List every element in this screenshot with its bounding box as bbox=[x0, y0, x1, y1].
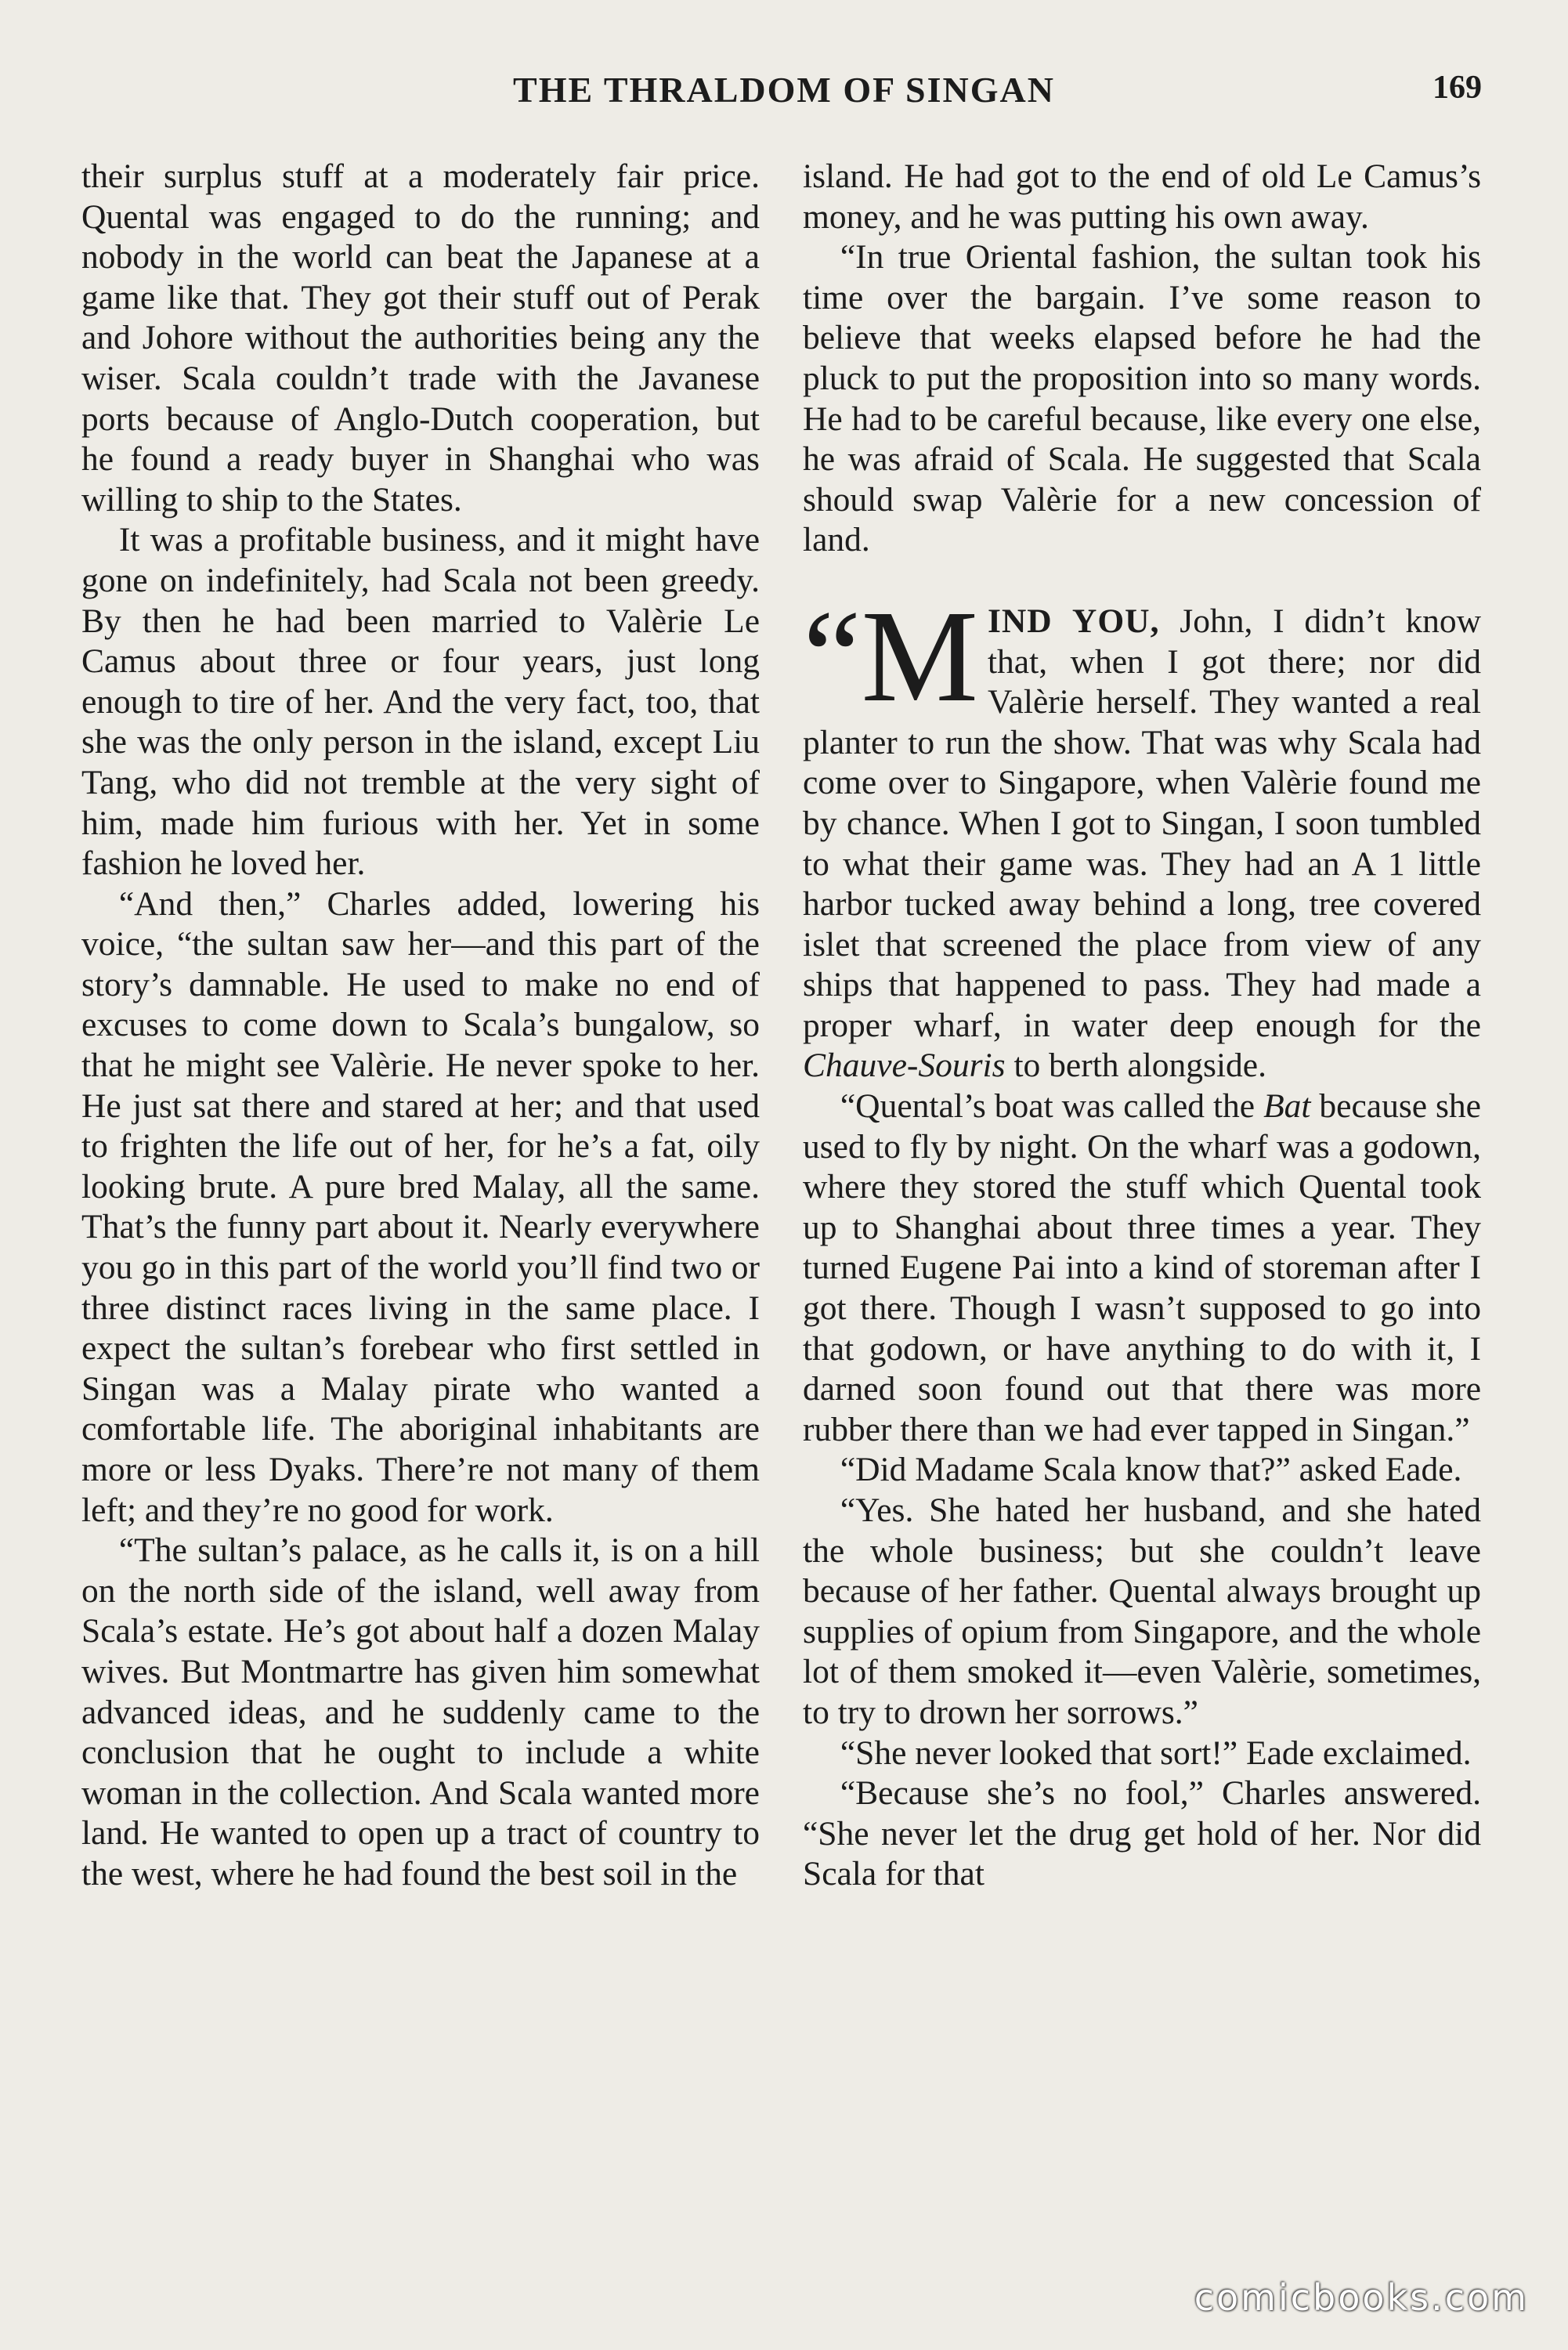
watermark: comicbooks.com bbox=[1194, 2276, 1529, 2319]
drop-cap bbox=[803, 583, 978, 729]
running-title: THE THRALDOM OF SINGAN bbox=[513, 70, 1055, 110]
boat-name: Bat bbox=[1263, 1087, 1311, 1126]
paragraph bbox=[803, 1086, 1481, 1450]
paragraph: “And then,” Charles added, lowering his voice, “the sultan saw her—and this part of the story’s damnable. He used to make no end of excuses to come down to Scala’s bungalow, so that he might see Valèrie. He never spoke to her. He just sat there and stared at her; and that used to frighten the life out of her, for he’s a fat, oily looking brute. A pure bred Malay, all the same. That’s the funny part about it. Nearly everywhere you go in this part of the world you’ll find two or three distinct races living in the same place. I expect the sultan’s forebear who first settled in Singan was a Malay pirate who wanted a comfortable life. The aboriginal inhabitants are more or less Dyaks. There’re not many of them left; and they’re no good for work. bbox=[81, 884, 760, 1529]
paragraph: It was a profitable business, and it might have gone on indefinitely, had Scala not been greedy. By then he had been married to Valèrie Le Camus about three or four years, just long enough to tire of her. And the very fact, too, that she was the only person in the island, except Liu Tang, who did not tremble at the very sight of him, made him furious with her. Yet in some fashion he loved her. bbox=[81, 521, 760, 883]
open-quote: “ bbox=[803, 583, 862, 729]
text-run: “Quental’s boat was called the bbox=[840, 1087, 1264, 1126]
paragraph: island. He had got to the end of old Le Camus’s money, and he was putting his own away. bbox=[803, 157, 1481, 236]
text-run: John, I didn’t know that, when I got there; nor did Valèrie herself. They wanted a real planter to run the show. That was why Scala had come over to Singapore, when Valèrie found me by chance. When I got to Singan, I soon tumbled to what their game was. They had an A 1 little harbor tucked away behind a long, tree covered islet that screened the place from view of any ships that happened to pass. They had made a proper wharf, in water deep enough for the bbox=[803, 602, 1482, 1044]
paragraph: “Did Madame Scala know that?” asked Eade. bbox=[840, 1451, 1462, 1489]
paragraph: their surplus stuff at a moderately fair price. Quental was engaged to do the running; and nobody in the world can beat the Japanese at a game like that. They got their stuff out of Perak and Johore without the authorities being any the wiser. Scala couldn’t trade with the Javanese ports because of Anglo-Dutch cooperation, but he found a ready buyer in Shanghai who was willing to ship to the States. bbox=[81, 157, 760, 519]
paragraph: “Yes. She hated her husband, and she hated the whole business; but she couldn’t leave because of her father. Quental always brought up supplies of opium from Singapore, and the whole lot of them smoked it—even Valèrie, sometimes, to try to drown her sorrows.” bbox=[803, 1491, 1481, 1731]
paragraph: “The sultan’s palace, as he calls it, is on a hill on the north side of the island, well away from Scala’s estate. He’s got about half a dozen Malay wives. But Montmartre has given him somewhat advanced ideas, and he suddenly came to the conclusion that he ought to include a white woman in the collection. And Scala wanted more land. He wanted to open up a tract of country to the west, where he had found the best soil in the bbox=[81, 1531, 760, 1893]
paragraph: “She never looked that sort!” Eade exclaimed. bbox=[840, 1734, 1472, 1772]
paragraph: “In true Oriental fashion, the sultan took his time over the bargain. I’ve some reason to believe that weeks elapsed before he had the pluck to put the proposition into so many words. He had to be careful because, like every one else, he was afraid of Scala. He suggested that Scala should swap Valèrie for a new concession of land. bbox=[803, 238, 1481, 559]
drop-cap-letter: M bbox=[861, 583, 978, 729]
page-number: 169 bbox=[1433, 70, 1482, 106]
lead-in-caps: IND YOU, bbox=[987, 602, 1160, 640]
section-opening-paragraph bbox=[803, 583, 1482, 1086]
left-column bbox=[81, 157, 760, 1895]
text-run: because she used to fly by night. On the wharf was a godown, where they stored the stuff which Quental took up to Shanghai about three times a year. They turned Eugene Pai into a kind of storeman after I got there. Though I wasn’t supposed to go into that godown, or have anything to do with it, I darned soon found out that there was more rubber there than we had ever tapped in Singan.” bbox=[803, 1087, 1481, 1448]
paragraph: “Because she’s no fool,” Charles answered. “She never let the drug get hold of her. Nor did Scala for that bbox=[803, 1774, 1481, 1893]
ship-name: Chauve-Souris bbox=[803, 1047, 1006, 1085]
running-head bbox=[0, 69, 1568, 116]
right-column bbox=[803, 157, 1481, 1895]
text-run: to berth alongside. bbox=[1005, 1047, 1266, 1085]
